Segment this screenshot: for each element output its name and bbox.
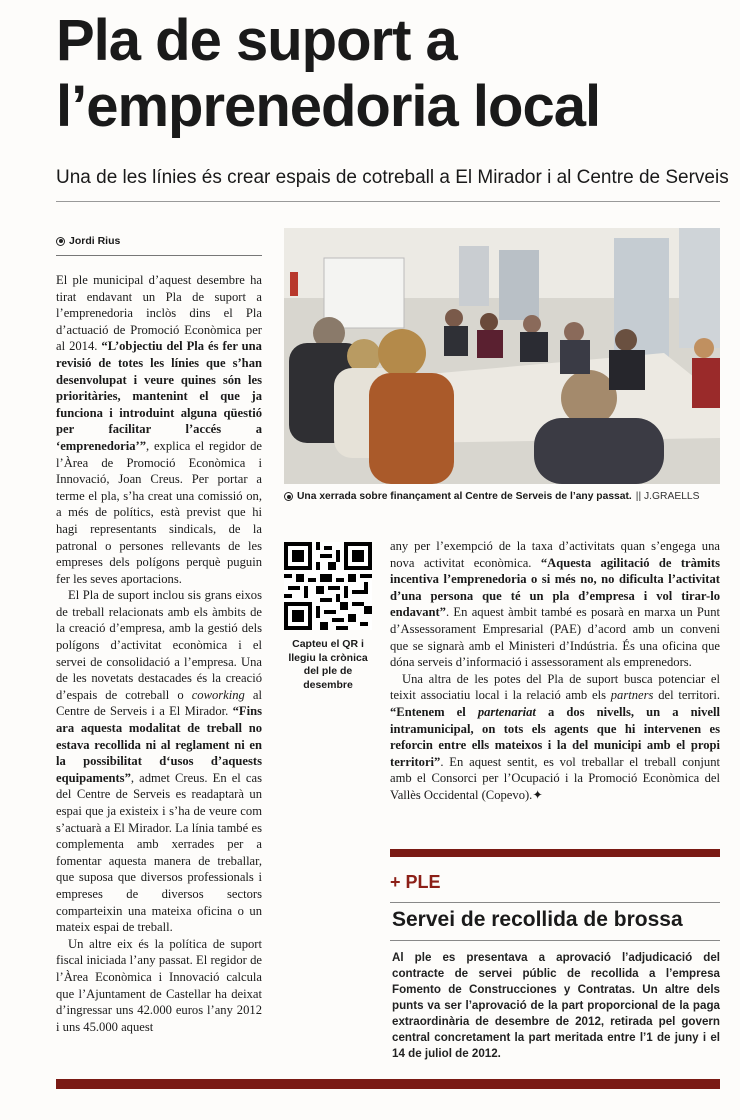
paragraph: El Pla de suport inclou sis grans eixos de treball relacionats amb els àmbits de la creació d’empresa, amb la gestió dels polígons d’activitat econòmica i el servei de consolidació a l’empresa. Una de les novetats destacades és la creació d’espais de cotreball o coworking al Centre de Serveis i a El Mirador. “Fins ara aquesta modalitat de treball no estava recollida ni al reglament ni en la possibilitat d‘usos d’aquests equipaments”, admet Creus. En el cas del Centre de Serveis es readaptarà un espai que ja existeix i s’ha de veure com s’actuarà a El Mirador. La línia també es complementa amb xerrades per a fomentar aquesta manera de treballar, que suposa que diversos professionals i empreses de diversos sectors comparteixin una mateixa oficina o un mateix espai de treball.	[56, 588, 262, 935]
page-bottom-rule	[56, 1079, 720, 1089]
caption-text: Una xerrada sobre finançament al Centre de Serveis de l’any passat.	[297, 491, 632, 502]
subheadline: Una de les línies és crear espais de cotreball a El Mirador i al Centre de Serveis	[56, 167, 729, 188]
article-column-1	[56, 272, 262, 1035]
meeting-photo	[284, 228, 720, 484]
byline	[56, 235, 120, 247]
headline-line-1: Pla de suport a	[56, 8, 457, 73]
caption-bullet-icon	[284, 492, 293, 501]
headline	[56, 8, 726, 140]
byline-divider	[56, 255, 262, 256]
sidebar-title-divider	[390, 940, 720, 941]
qr-code-icon[interactable]	[284, 542, 372, 630]
headline-line-2: l’emprenedoria local	[56, 74, 601, 139]
sidebar-title: Servei de recollida de brossa	[392, 908, 683, 931]
paragraph: any per l’exempció de la taxa d’activitats quan s’engega una nova activitat econòmica. “Aquesta agilitació de tràmits incentiva l’emprenedoria o si més no, no dificulta l’activitat d’una persona que té un pla d’empresa i vol tirar-lo endavant”. En aquest àmbit també es posarà en marxa un Punt d’Assessorament Empresarial (PAE) d’acord amb un conveni que se signarà amb el Ministeri d’Indústria. És una oficina que dóna serveis d’informació i assessorament als emprenedors.	[390, 539, 720, 670]
article-column-2	[390, 538, 720, 804]
paragraph: El ple municipal d’aquest desembre ha tirat endavant un Pla de suport a l’emprenedoria inclòs dins el Pla d’actuació de Promoció Econòmica per al 2014. “L’objectiu del Pla és fer una revisió de totes les línies que s’han desenvolupat i veure quines són les prioritàries, mantenint el que ja funciona i introduint alguna qüestió per facilitar l’accés a ‘emprenedoria’”, explica el regidor de l’Àrea de Promoció Econòmica i Innovació, Joan Creus. Per portar a terme el pla, s’ha creat una comissió on, a més de polítics, està previst que hi hagi representants sindicals, de la patronal o persones rellevants de les empreses dels polígons perquè puguin fer les seves aportacions.	[56, 273, 262, 586]
sidebar-divider	[390, 902, 720, 903]
photo-credit: || J.GRAELLS	[635, 491, 700, 502]
sidebar-top-rule	[390, 849, 720, 857]
photo-caption	[284, 491, 724, 502]
sidebar-text: Al ple es presentava a aprovació l’adjudicació del contracte de servei públic de recollida a l’empresa Fomento de Construcciones y Contratas. Un altre dels punts va ser l’aprovació de la part proporcional de la paga extraordinària de desembre de 2012, retirada pel govern central concretament la part meritada entre l’1 de juny i el 14 de juliol de 2012.	[392, 951, 720, 1060]
byline-author: Jordi Rius	[69, 235, 121, 247]
qr-instructions: Capteu el QR i llegiu la crònica del ple de desembre	[288, 638, 368, 691]
end-mark-icon: ✦	[532, 787, 543, 802]
headline-divider	[56, 201, 720, 202]
byline-bullet-icon	[56, 237, 65, 246]
paragraph: Un altre eix és la política de suport fiscal iniciada l’any passat. El regidor de l’Àrea Econòmica i Innovació calcula que l’Ajuntament de Castellar ha deixat d’ingressar uns 42.000 euros l’any 2012 i uns 45.000 aquest	[56, 936, 262, 1034]
sidebar-section-label: + PLE	[390, 872, 441, 892]
paragraph: Una altra de les potes del Pla de suport busca potenciar el teixit associatiu local i la relació amb els partners del territori. “Entenem el partenariat a dos nivells, un a nivell intramunicipal, on tots els agents que hi intervenen es reforcin entre ells mateixos i la del municipi amb el propi territori”. En aquest sentit, es vol treballar el treball conjunt amb el Consorci per l’Ocupació i la Promoció Econòmica del Vallès Occidental (Copevo).✦	[390, 671, 720, 802]
